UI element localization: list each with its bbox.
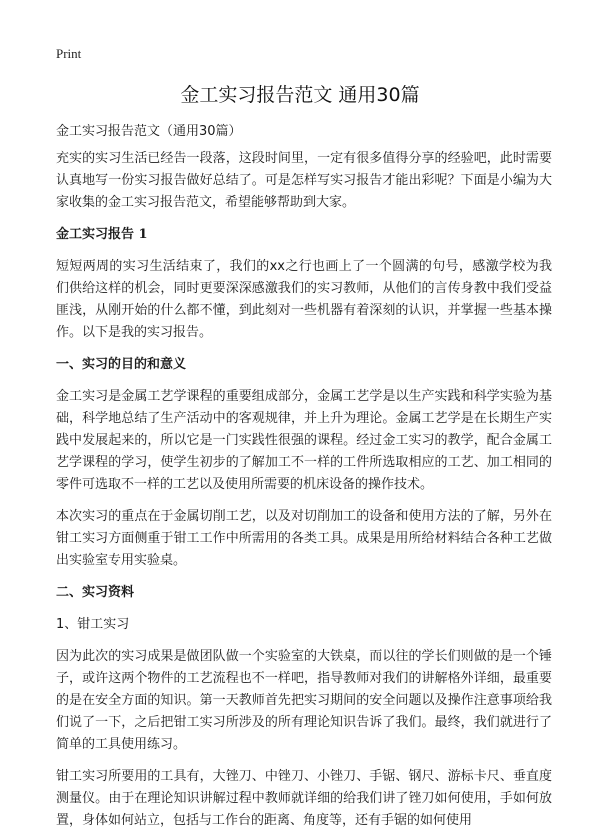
section-1-paragraph-2: 本次实习的重点在于金属切削工艺，以及对切削加工的设备和使用方法的了解，另外在钳工实习方面侧重于钳工工作中所需用的各类工具。成果是用所给材料结合各种工艺做出实验室专用实验桌。	[56, 509, 552, 568]
report-1-heading: 金工实习报告 1	[56, 227, 148, 242]
section-2-paragraph-2: 钳工实习所要用的工具有，大锉刀、中锉刀、小锉刀、手锯、钢尺、游标卡尺、垂直度测量仪。由于在理论知识讲解过程中教师就详细的给我们讲了锉刀如何使用，手如何放置，身体如何站立，包括与工作台的距离、角度等，还有手锯的如何使用	[56, 769, 552, 828]
intro-paragraph: 充实的实习生活已经告一段落，这段时间里，一定有很多值得分享的经验吧，此时需要认真地写一份实习报告做好总结了。可是怎样写实习报告才能出彩呢？下面是小编为大家收集的金工实习报告范文，希望能够帮助到大家。	[56, 151, 552, 210]
section-1-heading: 一、实习的目的和意义	[56, 357, 187, 372]
print-link[interactable]: Print	[56, 46, 82, 61]
page-title: 金工实习报告范文 通用30篇	[180, 84, 420, 106]
document-subtitle: 金工实习报告范文（通用30篇）	[56, 124, 242, 139]
section-2-heading: 二、实习资料	[56, 585, 135, 600]
section-2-subheading-fitter: 1、钳工实习	[56, 617, 130, 632]
report-1-paragraph: 短短两周的实习生活结束了，我们的xx之行也画上了一个圆满的句号，感激学校为我们供给这样的机会，同时更要深深感激我们的实习教师，从他们的言传身教中我们受益匪浅，从刚开始的什么都不懂，到此刻对一些机器有着深刻的认识，并掌握一些基本操作。以下是我的实习报告。	[56, 259, 552, 340]
document-body	[56, 148, 552, 828]
section-1-paragraph-1: 金工实习是金属工艺学课程的重要组成部分，金属工艺学是以生产实践和科学实验为基础，科学地总结了生产活动中的客观规律，并上升为理论。金属工艺学是在长期生产实践中发展起来的，所以它是一门实践性很强的课程。经过金工实习的教学，配合金属工艺学课程的学习，使学生初步的了解加工不一样的工件所选取相应的工艺、加工相同的零件可选取不一样的工艺以及使用所需要的机床设备的操作技术。	[56, 389, 552, 492]
section-2-paragraph-1: 因为此次的实习成果是做团队做一个实验室的大铁桌，而以往的学长们则做的是一个锤子，或许这两个物件的工艺流程也不一样吧，指导教师对我们的讲解格外详细，最重要的是在安全方面的知识。第一天教师首先把实习期间的安全问题以及操作注意事项给我们说了一下，之后把钳工实习所涉及的所有理论知识告诉了我们。最终，我们就进行了简单的工具使用练习。	[56, 649, 552, 752]
